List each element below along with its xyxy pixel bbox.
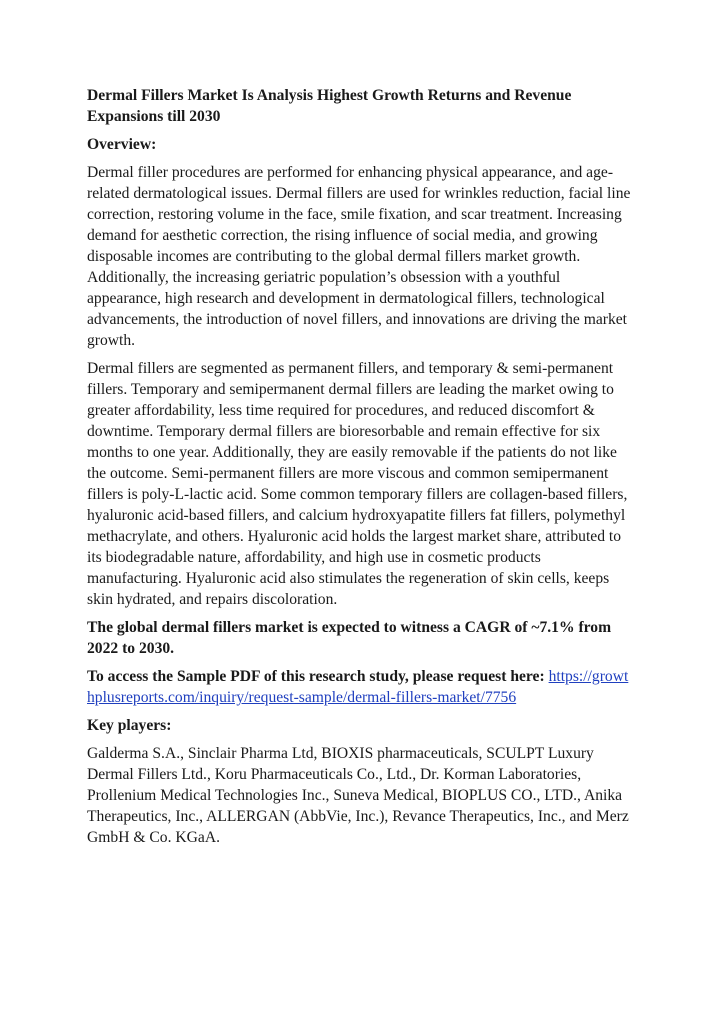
overview-paragraph-1: Dermal filler procedures are performed for enhancing physical appearance, and age-related dermatological issues. Dermal fillers are used for wrinkles reduction, facial line correction, restoring volume in the face, smile fixation, and scar treatment. Increasing demand for aesthetic correction, the rising influence of social media, and growing disposable incomes are contributing to the global dermal fillers market growth. Additionally, the increasing geriatric population’s obsession with a youthful appearance, high research and development in dermatological fillers, technological advancements, the introduction of novel fillers, and innovations are driving the market growth. — [87, 164, 631, 349]
overview-heading: Overview: — [87, 136, 157, 153]
document-title: Dermal Fillers Market Is Analysis Highest Growth Returns and Revenue Expansions till 2030 — [87, 87, 572, 125]
overview-paragraph-2: Dermal fillers are segmented as permanent fillers, and temporary & semi-permanent fillers. Temporary and semipermanent dermal fillers are leading the market owing to greater affordability, less time required for procedures, and reduced discomfort & downtime. Temporary dermal fillers are bioresorbable and remain effective for six months to one year. Additionally, they are easily removable if the patients do not like the outcome. Semi-permanent fillers are more viscous and common semipermanent fillers is poly-L-lactic acid. Some common temporary fillers are collagen-based fillers, hyaluronic acid-based fillers, and calcium hydroxyapatite fillers fat fillers, polymethyl methacrylate, and others. Hyaluronic acid holds the largest market share, attributed to its biodegradable nature, affordability, and high use in cosmetic products manufacturing. Hyaluronic acid also stimulates the regeneration of skin cells, keeps skin hydrated, and repairs discoloration. — [87, 360, 628, 608]
key-players-heading: Key players: — [87, 717, 172, 734]
key-players-list: Galderma S.A., Sinclair Pharma Ltd, BIOXIS pharmaceuticals, SCULPT Luxury Dermal Fillers Ltd., Koru Pharmaceuticals Co., Ltd., Dr. Korman Laboratories, Prollenium Medical Technologies Inc., Suneva Medical, BIOPLUS CO., LTD., Anika Therapeutics, Inc., ALLERGAN (AbbVie, Inc.), Revance Therapeutics, Inc., and Merz GmbH & Co. KGaA. — [87, 745, 629, 846]
sample-request-link[interactable]: https://growthplusreports.com/inquiry/request-sample/dermal-fillers-market/7756 — [87, 668, 629, 706]
cagr-statement: The global dermal fillers market is expected to witness a CAGR of ~7.1% from 2022 to 2030. — [87, 619, 612, 657]
document-page — [87, 85, 635, 855]
sample-request-label: To access the Sample PDF of this research study, please request here: — [87, 668, 545, 685]
sample-request-block — [87, 666, 635, 708]
